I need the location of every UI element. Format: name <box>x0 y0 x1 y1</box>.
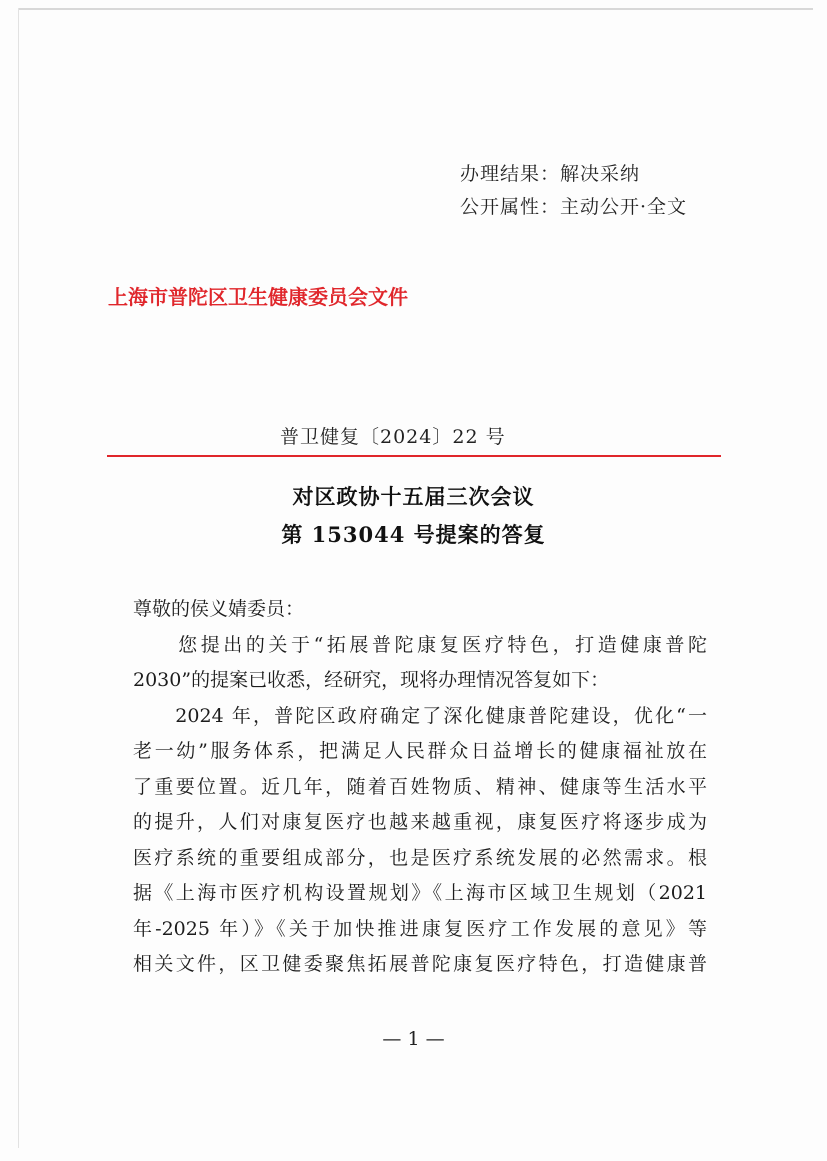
body-line: 相关文件，区卫健委聚焦拓展普陀康复医疗特色，打造健康普 <box>133 953 707 975</box>
reply-subject <box>0 478 827 554</box>
body-line: 医疗系统的重要组成部分，也是医疗系统发展的必然需求。根 <box>133 846 707 869</box>
body-line: 您提出的关于“拓展普陀康复医疗特色，打造健康普陀 <box>133 633 707 656</box>
body-line: 2024 年，普陀区政府确定了深化健康普陀建设，优化“一 <box>133 704 707 727</box>
document-number: 普卫健复〔2024〕22 号 <box>280 426 506 448</box>
subject-line-2: 第 153044 号提案的答复 <box>281 522 546 547</box>
body-line: 年-2025 年）》《关于加快推进康复医疗工作发展的意见》等 <box>133 917 707 940</box>
body-line: 据《上海市医疗机构设置规划》《上海市区域卫生规划（2021 <box>133 882 707 904</box>
document-header-title: 上海市普陀区卫生健康委员会文件 <box>108 285 408 309</box>
handling-result: 办理结果：解决采纳 <box>460 163 641 185</box>
scan-edge-top <box>18 8 813 10</box>
subject-line-1: 对区政协十五届三次会议 <box>292 484 535 509</box>
header-red-rule <box>107 455 721 457</box>
body-line: 老一幼”服务体系，把满足人民群众日益增长的健康福祉放在 <box>133 740 707 762</box>
page-number: — 1 — <box>382 1028 445 1050</box>
scan-edge-left <box>18 8 19 1148</box>
salutation: 尊敬的侯义婧委员： <box>133 598 305 620</box>
body-line: 的提升，人们对康复医疗也越来越重视，康复医疗将逐步成为 <box>133 811 707 833</box>
body-line: 2030”的提案已收悉，经研究，现将办理情况答复如下： <box>133 669 610 691</box>
document-meta <box>460 158 687 224</box>
disclosure-attribute: 公开属性：主动公开·全文 <box>460 196 688 218</box>
body-text <box>133 592 707 983</box>
body-line: 了重要位置。近几年，随着百姓物质、精神、健康等生活水平 <box>133 775 707 798</box>
